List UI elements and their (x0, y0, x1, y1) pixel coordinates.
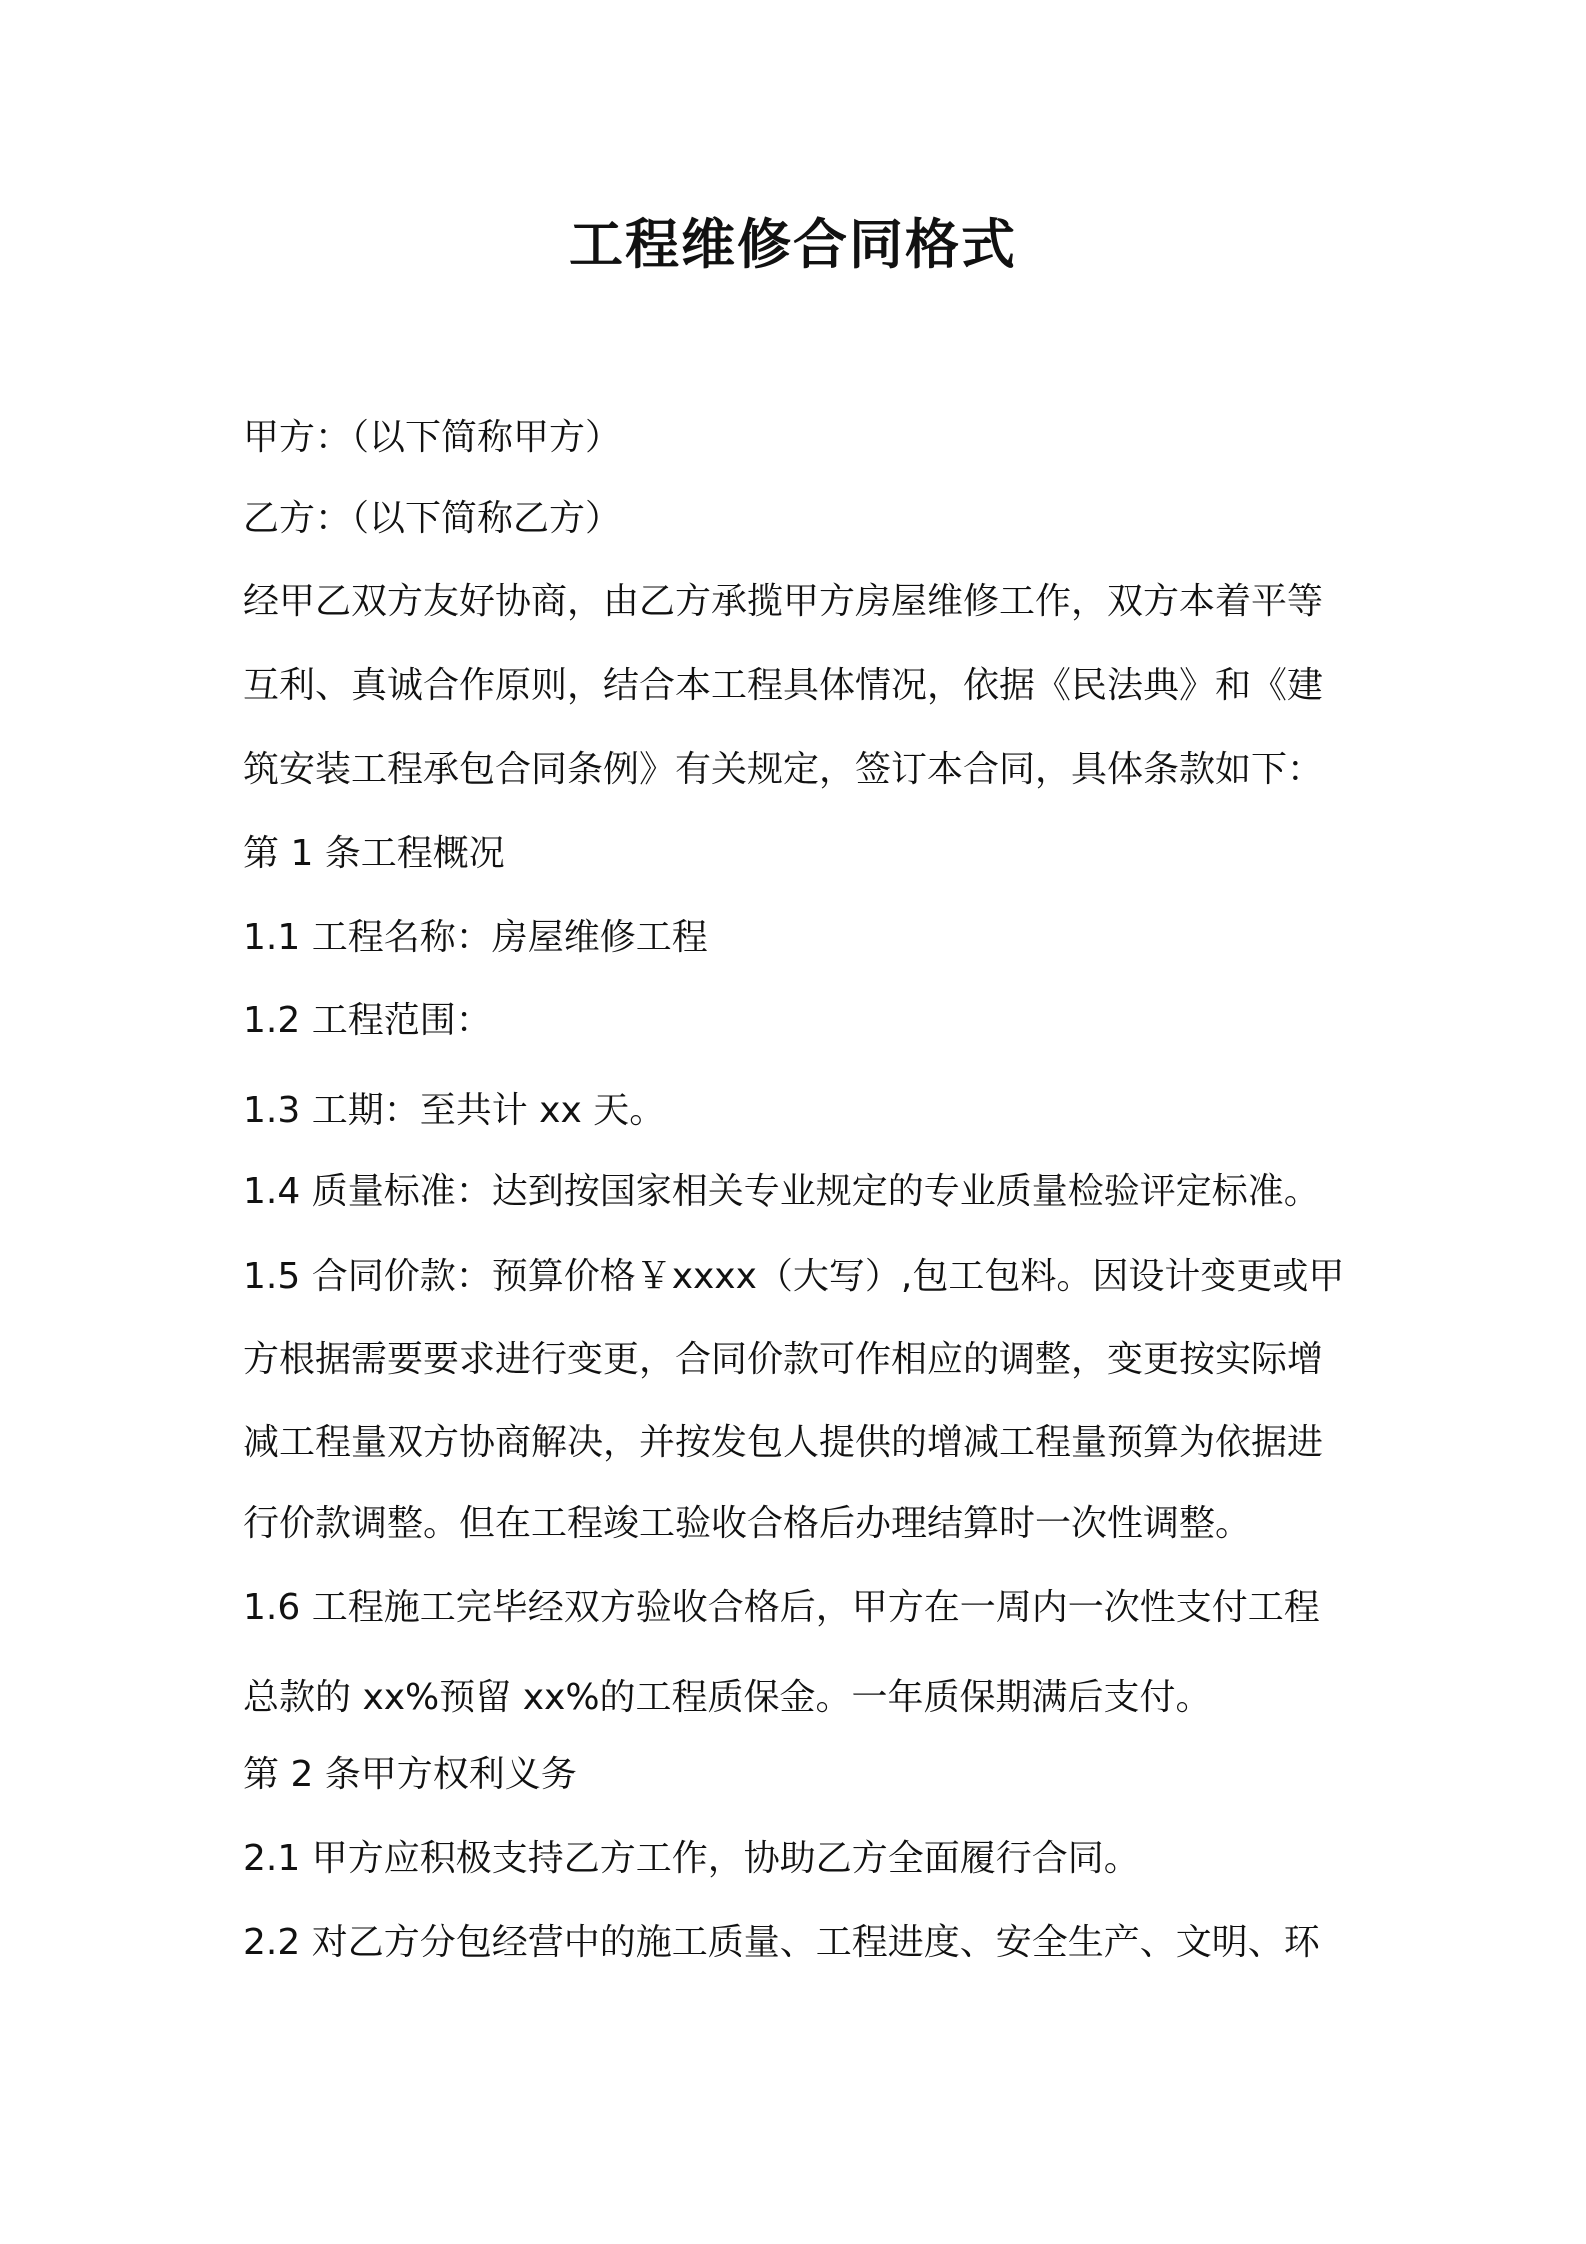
clause-line: 1.5 合同价款：预算价格￥xxxx（大写）,包工包料。因设计变更或甲 (243, 1256, 1345, 1297)
clause-line: 行价款调整。但在工程竣工验收合格后办理结算时一次性调整。 (243, 1503, 1252, 1544)
party-b-line: 乙方：（以下简称乙方） (243, 498, 622, 539)
clause-line: 1.2 工程范围： (243, 1000, 492, 1041)
preamble-line: 经甲乙双方友好协商，由乙方承揽甲方房屋维修工作，双方本着平等 (243, 581, 1324, 622)
article-2-heading: 第 2 条甲方权利义务 (243, 1754, 577, 1795)
preamble-line: 筑安装工程承包合同条例》有关规定，签订本合同，具体条款如下： (243, 749, 1324, 790)
document-title: 工程维修合同格式 (569, 213, 1017, 276)
clause-line: 减工程量双方协商解决，并按发包人提供的增减工程量预算为依据进 (243, 1422, 1324, 1463)
clause-line: 2.1 甲方应积极支持乙方工作，协助乙方全面履行合同。 (243, 1838, 1140, 1879)
clause-line: 1.3 工期：至共计 xx 天。 (243, 1090, 666, 1131)
clause-line: 1.4 质量标准：达到按国家相关专业规定的专业质量检验评定标准。 (243, 1171, 1320, 1212)
clause-line: 方根据需要要求进行变更，合同价款可作相应的调整，变更按实际增 (243, 1339, 1324, 1380)
clause-line: 1.6 工程施工完毕经双方验收合格后，甲方在一周内一次性支付工程 (243, 1587, 1320, 1628)
clause-line: 2.2 对乙方分包经营中的施工质量、工程进度、安全生产、文明、环 (243, 1922, 1320, 1963)
clause-line: 1.1 工程名称：房屋维修工程 (243, 917, 708, 958)
party-a-line: 甲方：（以下简称甲方） (243, 417, 622, 458)
preamble-line: 互利、真诚合作原则，结合本工程具体情况，依据《民法典》和《建 (243, 665, 1324, 706)
article-1-heading: 第 1 条工程概况 (243, 833, 505, 874)
clause-line: 总款的 xx%预留 xx%的工程质保金。一年质保期满后支付。 (243, 1677, 1212, 1718)
